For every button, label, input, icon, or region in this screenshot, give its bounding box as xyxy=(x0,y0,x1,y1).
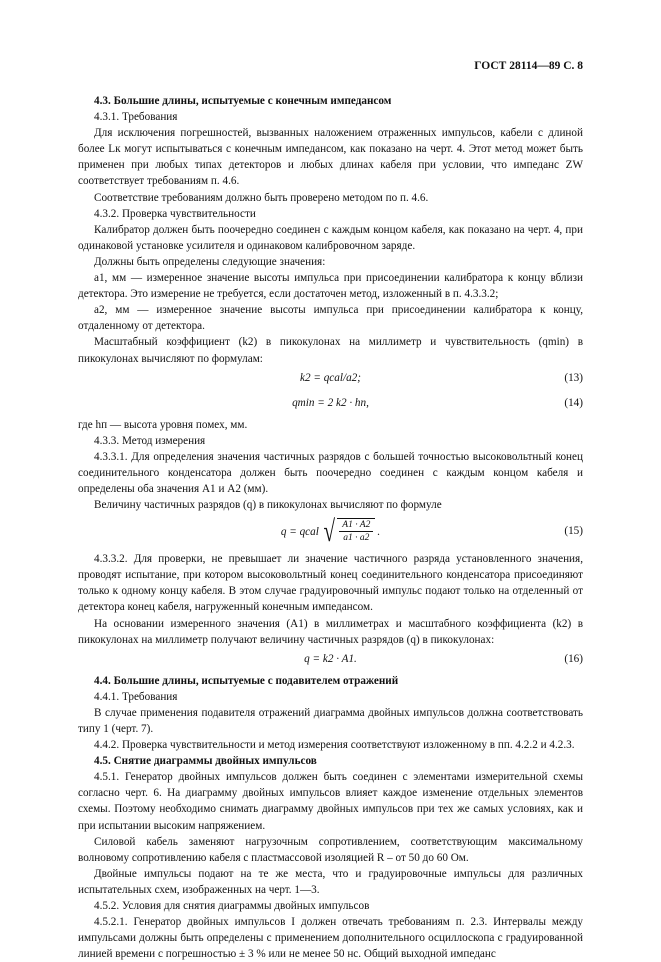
paragraph: Должны быть определены следующие значения: xyxy=(94,255,326,268)
formula xyxy=(78,370,583,392)
paragraph: На основании измеренного значения (A1) в миллиметрах и масштабного коэффициента (k2) в пикокулонах на миллиметр получают величину частичных разрядов (q) в пикокулонах: xyxy=(78,617,583,646)
fraction-numerator: A1 · A2 xyxy=(339,519,373,532)
paragraph: Двойные импульсы подают на те же места, что и градуировочные импульсы для различных испытательных схем, изображенных на черт. 1—3. xyxy=(78,867,583,896)
paragraph: Соответствие требованиям должно быть проверено методом по п. 4.6. xyxy=(94,191,429,204)
formula-number: (16) xyxy=(564,652,583,665)
fraction-denominator: a1 · a2 xyxy=(343,533,370,544)
paragraph: a2, мм — измеренное значение высоты импульса при присоединении калибратора к концу, отдаленному от детектора. xyxy=(78,304,583,333)
formula-lhs: q = qcal xyxy=(280,526,319,539)
paragraph: 4.3.3.2. Для проверки, не превышает ли значение частичного разряда установленного значения, проводят испытание, при котором высоковольтный конец соединительного конденсатора присоединяют только к одному концу кабеля. В этом случае градуировочный импульс подают только на отделенный от детектора конец кабеля, нагруженный конечным импедансом. xyxy=(78,553,583,614)
section-heading: 4.4. Большие длины, испытуемые с подавителем отражений xyxy=(94,674,399,687)
formula-number: (15) xyxy=(564,525,583,538)
paragraph: В случае применения подавителя отражений диаграмма двойных импульсов должна соответствовать типу 1 (черт. 7). xyxy=(78,706,583,735)
paragraph: 4.3.2. Проверка чувствительности xyxy=(94,207,256,220)
paragraph: 4.3.1. Требования xyxy=(94,111,178,124)
page-header: ГОСТ 28114—89 С. 8 xyxy=(474,60,583,72)
sqrt-sign: √ xyxy=(323,515,335,549)
formula-expression: qmin = 2 k2 · hп, xyxy=(292,396,369,409)
formula-expression: q = k2 · A1. xyxy=(304,652,357,665)
formula-expression: k2 = qcal/a2; xyxy=(300,371,361,384)
formula-expression: q = qcal √ $\frac{A1 \cdot A2}{a1 \cdot a2}$ . xyxy=(280,515,381,549)
paragraph: 4.3.3. Метод измерения xyxy=(94,434,206,447)
formula-number: (13) xyxy=(564,371,583,384)
section-heading: 4.3. Большие длины, испытуемые с конечным импедансом xyxy=(94,95,392,107)
paragraph: 4.5.2. Условия для снятия диаграммы двойных импульсов xyxy=(94,900,370,913)
paragraph: a1, мм — измеренное значение высоты импульса при присоединении калибратора к концу вблизи детектора. Это измерение не требуется, если достаточен метод, изложенный в п. 4.3.3.2; xyxy=(78,272,583,301)
paragraph: 4.5.1. Генератор двойных импульсов должен быть соединен с элементами измерительной схемы согласно черт. 6. На диаграмму двойных импульсов влияет каждое изменение отдельных элементов схемы. Поэтому необходимо снимать диаграмму двойных импульсов при тех же самых условиях, как и при испытании высоким напряжением. xyxy=(78,771,583,832)
document-body xyxy=(78,93,583,962)
paragraph: Масштабный коэффициент (k2) в пикокулонах на миллиметр и чувствительность (qmin) в пикокулонах вычисляют по формулам: xyxy=(78,336,583,365)
paragraph: 4.5.2.1. Генератор двойных импульсов I должен отвечать требованиям п. 2.3. Интервалы между импульсами должны быть определены с применением дополнительного осциллоскопа с градуированной линией времени с погрешностью ± 3 % или не менее 50 нс. Общий выходной импеданс xyxy=(78,916,583,961)
paragraph: где hп — высота уровня помех, мм. xyxy=(78,418,248,431)
formula xyxy=(78,651,583,673)
paragraph: Для исключения погрешностей, вызванных наложением отраженных импульсов, кабели с длиной более Lк могут испытываться с конечным импедансом, как показано на черт. 4. Этот метод может быть применен при любых типах детекторов и любых длинах кабеля при условии, что импеданс ZW соответствует требованиям п. 4.6. xyxy=(78,127,583,188)
formula-15 xyxy=(78,515,583,551)
paragraph: 4.4.2. Проверка чувствительности и метод измерения соответствуют изложенному в пп. 4.2.2 и 4.2.3. xyxy=(94,739,575,752)
paragraph: 4.3.3.1. Для определения значения частичных разрядов с большей точностью высоковольтный конец соединительного конденсатора должен быть поочередно соединен с каждым концом кабеля и определены оба значения A1 и A2 (мм). xyxy=(78,450,583,495)
formula-number: (14) xyxy=(564,396,583,409)
paragraph: Калибратор должен быть поочередно соединен с каждым концом кабеля, как показано на черт. 4, при одинаковой установке усилителя и одинаковом калибровочном заряде. xyxy=(78,223,583,252)
section-heading: 4.5. Снятие диаграммы двойных импульсов xyxy=(94,755,317,768)
paragraph: Величину частичных разрядов (q) в пикокулонах вычисляют по формуле xyxy=(94,499,442,512)
paragraph: Силовой кабель заменяют нагрузочным сопротивлением, соответствующим максимальному волновому сопротивлению кабеля с пластмассовой изоляцией R – от 50 до 60 Ом. xyxy=(78,835,583,864)
formula xyxy=(78,395,583,417)
paragraph: 4.4.1. Требования xyxy=(94,690,178,703)
